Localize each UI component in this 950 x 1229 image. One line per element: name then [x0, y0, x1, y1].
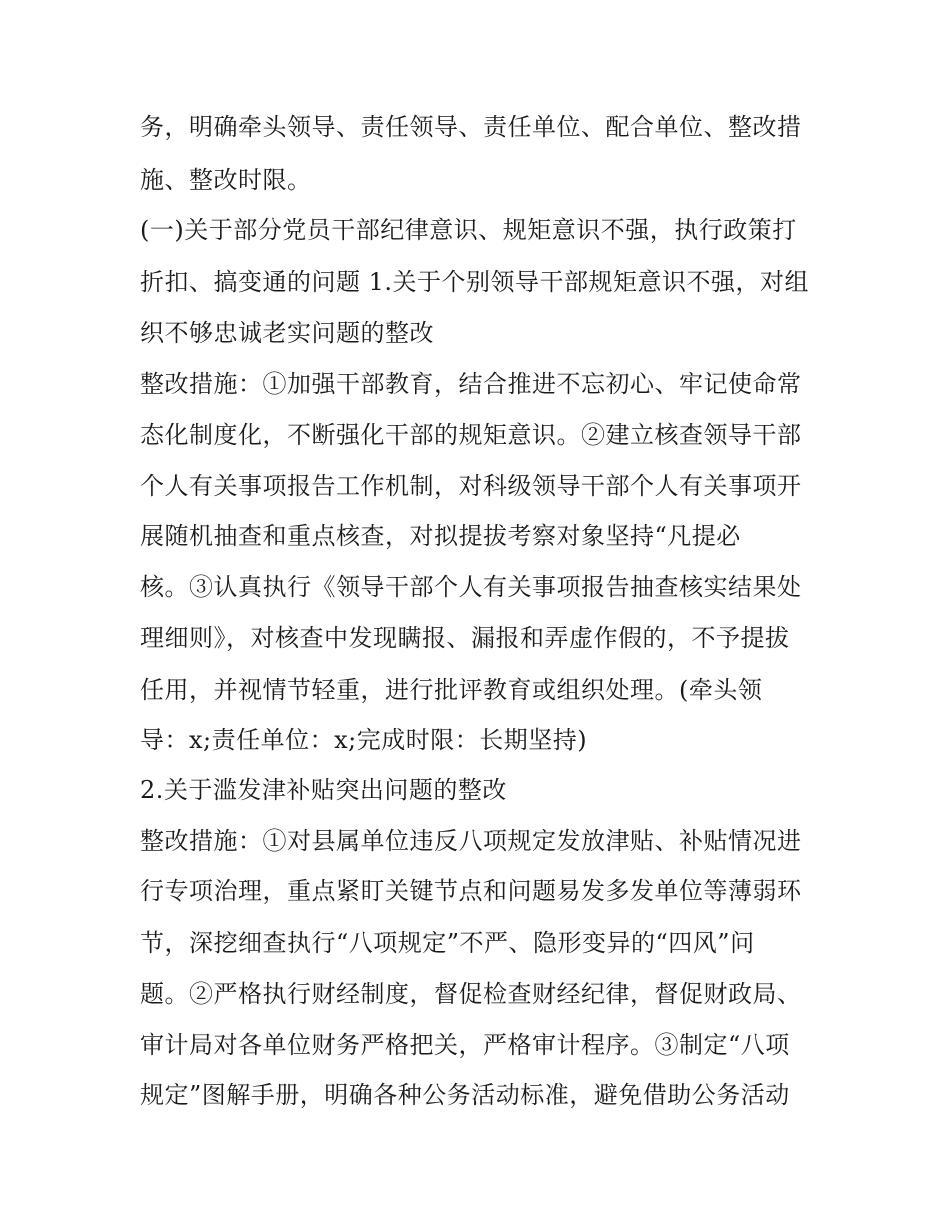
- text-line: 理细则》，对核查中发现瞒报、漏报和弄虚作假的，不予提拔: [140, 624, 790, 652]
- text-line: 行专项治理，重点紧盯关键节点和问题易发多发单位等薄弱环: [140, 877, 802, 905]
- text-line: 规定”图解手册，明确各种公务活动标准，避免借助公务活动: [140, 1081, 790, 1109]
- text-line: 个人有关事项报告工作机制，对科级领导干部个人有关事项开: [140, 472, 802, 500]
- text-line: 整改措施：①加强干部教育，结合推进不忘初心、牢记使命常: [140, 370, 802, 398]
- text-line: 展随机抽查和重点核查，对拟提拔考察对象坚持“凡提必: [140, 522, 741, 550]
- text-line: 织不够忠诚老实问题的整改: [140, 319, 434, 347]
- text-line: 节，深挖细查执行“八项规定”不严、隐形变异的“四风”问: [140, 929, 755, 957]
- text-line: 施、整改时限。: [140, 166, 312, 194]
- text-line: 务，明确牵头领导、责任领导、责任单位、配合单位、整改措: [140, 113, 802, 141]
- text-line: 态化制度化，不断强化干部的规矩意识。②建立核查领导干部: [140, 421, 802, 449]
- text-line: 整改措施：①对县属单位违反八项规定发放津贴、补贴情况进: [140, 827, 802, 855]
- text-line: 导：x;责任单位：x;完成时限：长期坚持): [140, 726, 588, 754]
- text-line: 折扣、搞变通的问题 1.关于个别领导干部规矩意识不强，对组: [140, 268, 810, 296]
- text-line: 题。②严格执行财经制度，督促检查财经纪律，督促财政局、: [140, 980, 802, 1008]
- text-line: (一)关于部分党员干部纪律意识、规矩意识不强，执行政策打: [140, 216, 797, 244]
- text-line: 2.关于滥发津补贴突出问题的整改: [140, 776, 507, 804]
- text-line: 任用，并视情节轻重，进行批评教育或组织处理。(牵头领: [140, 676, 763, 704]
- text-line: 审计局对各单位财务严格把关，严格审计程序。③制定“八项: [140, 1031, 790, 1059]
- text-line: 核。③认真执行《领导干部个人有关事项报告抽查核实结果处: [140, 573, 802, 601]
